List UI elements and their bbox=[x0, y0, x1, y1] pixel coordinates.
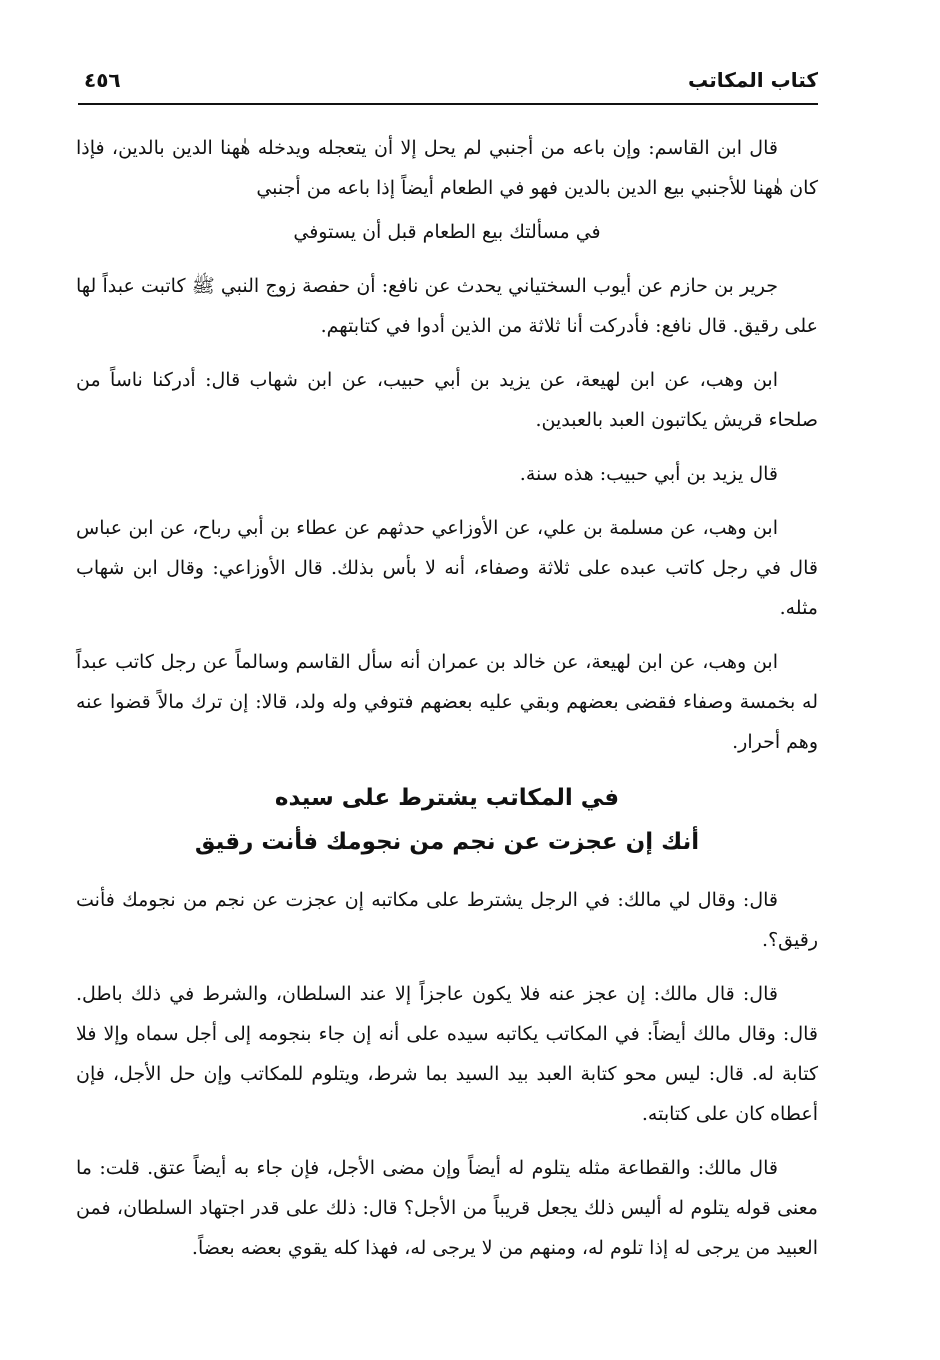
section-heading-line-1: في المكاتب يشترط على سيده bbox=[274, 785, 620, 811]
paragraph-centered-line: في مسألتك بيع الطعام قبل أن يستوفي bbox=[293, 221, 601, 243]
running-header bbox=[78, 66, 818, 100]
paragraph-ibn-wahb-1: ابن وهب، عن ابن لهيعة، عن يزيد بن أبي حبيب، عن ابن شهاب قال: أدركنا ناساً من صلحاء قريش يكاتبون العبد بالعبدين. bbox=[76, 369, 818, 431]
paragraph-yazid: قال يزيد بن أبي حبيب: هذه سنة. bbox=[519, 463, 778, 485]
book-title: كتاب المكاتب bbox=[688, 68, 818, 92]
paragraph-jarir: جرير بن حازم عن أيوب السختياني يحدث عن نافع: أن حفصة زوج النبي ﷺ كاتبت عبداً لها على رقيق. قال نافع: فأدركت أنا ثلاثة من الذين أدوا في كتابتهم. bbox=[76, 275, 818, 337]
paragraph-ibn-wahb-3: ابن وهب، عن ابن لهيعة، عن خالد بن عمران أنه سأل القاسم وسالماً عن رجل كاتب عبداً له بخمسة وصفاء فقضى بعضهم وبقي عليه بعضهم فتوفي وله ولد، قالا: إن ترك مالاً قضوا عنه وهم أحرار. bbox=[76, 651, 818, 753]
paragraph-malik-1: قال: وقال لي مالك: في الرجل يشترط على مكاتبه إن عجزت عن نجم من نجومك فأنت رقيق؟. bbox=[76, 889, 818, 951]
page-body bbox=[76, 128, 818, 1282]
paragraph-ibn-qasim: قال ابن القاسم: وإن باعه من أجنبي لم يحل إلا أن يتعجله ويدخله هٰهنا الدين بالدين، فإذا كان هٰهنا للأجنبي بيع الدين بالدين فهو في الطعام أيضاً إذا باعه من أجنبي bbox=[76, 137, 818, 199]
paragraph-malik-3: قال مالك: والقطاعة مثله يتلوم له أيضاً وإن مضى الأجل، فإن جاء به أيضاً عتق. قلت: ما معنى قوله يتلوم له أليس ذلك يجعل قريباً من الأجل؟ قال: ذلك على قدر اجتهاد السلطان، فمن العبيد من يرجى له إذا تلوم له، ومنهم من لا يرجى له، فهذا كله يقوي بعضه بعضاً. bbox=[76, 1157, 818, 1259]
paragraph-malik-2: قال: قال مالك: إن عجز عنه فلا يكون عاجزاً إلا عند السلطان، والشرط في ذلك باطل. قال: وقال مالك أيضاً: في المكاتب يكاتبه سيده على أنه إن جاء بنجومه إلى أجل سماه وإلا فلا كتابة له. قال: ليس محو كتابة العبد بيد السيد بما شرط، ويتلوم للمكاتب وإن حل الأجل، فإن أعطاه كان على كتابته. bbox=[76, 983, 818, 1125]
header-rule bbox=[78, 103, 818, 105]
section-heading-line-2: أنك إن عجزت عن نجم من نجومك فأنت رقيق bbox=[194, 829, 700, 855]
page-number: ٤٥٦ bbox=[84, 68, 121, 92]
paragraph-ibn-wahb-2: ابن وهب، عن مسلمة بن علي، عن الأوزاعي حدثهم عن عطاء بن أبي رباح، عن ابن عباس قال في رجل كاتب عبده على ثلاثة وصفاء، أنه لا بأس بذلك. قال الأوزاعي: وقال ابن شهاب مثله. bbox=[76, 517, 818, 619]
section-heading bbox=[76, 776, 818, 864]
